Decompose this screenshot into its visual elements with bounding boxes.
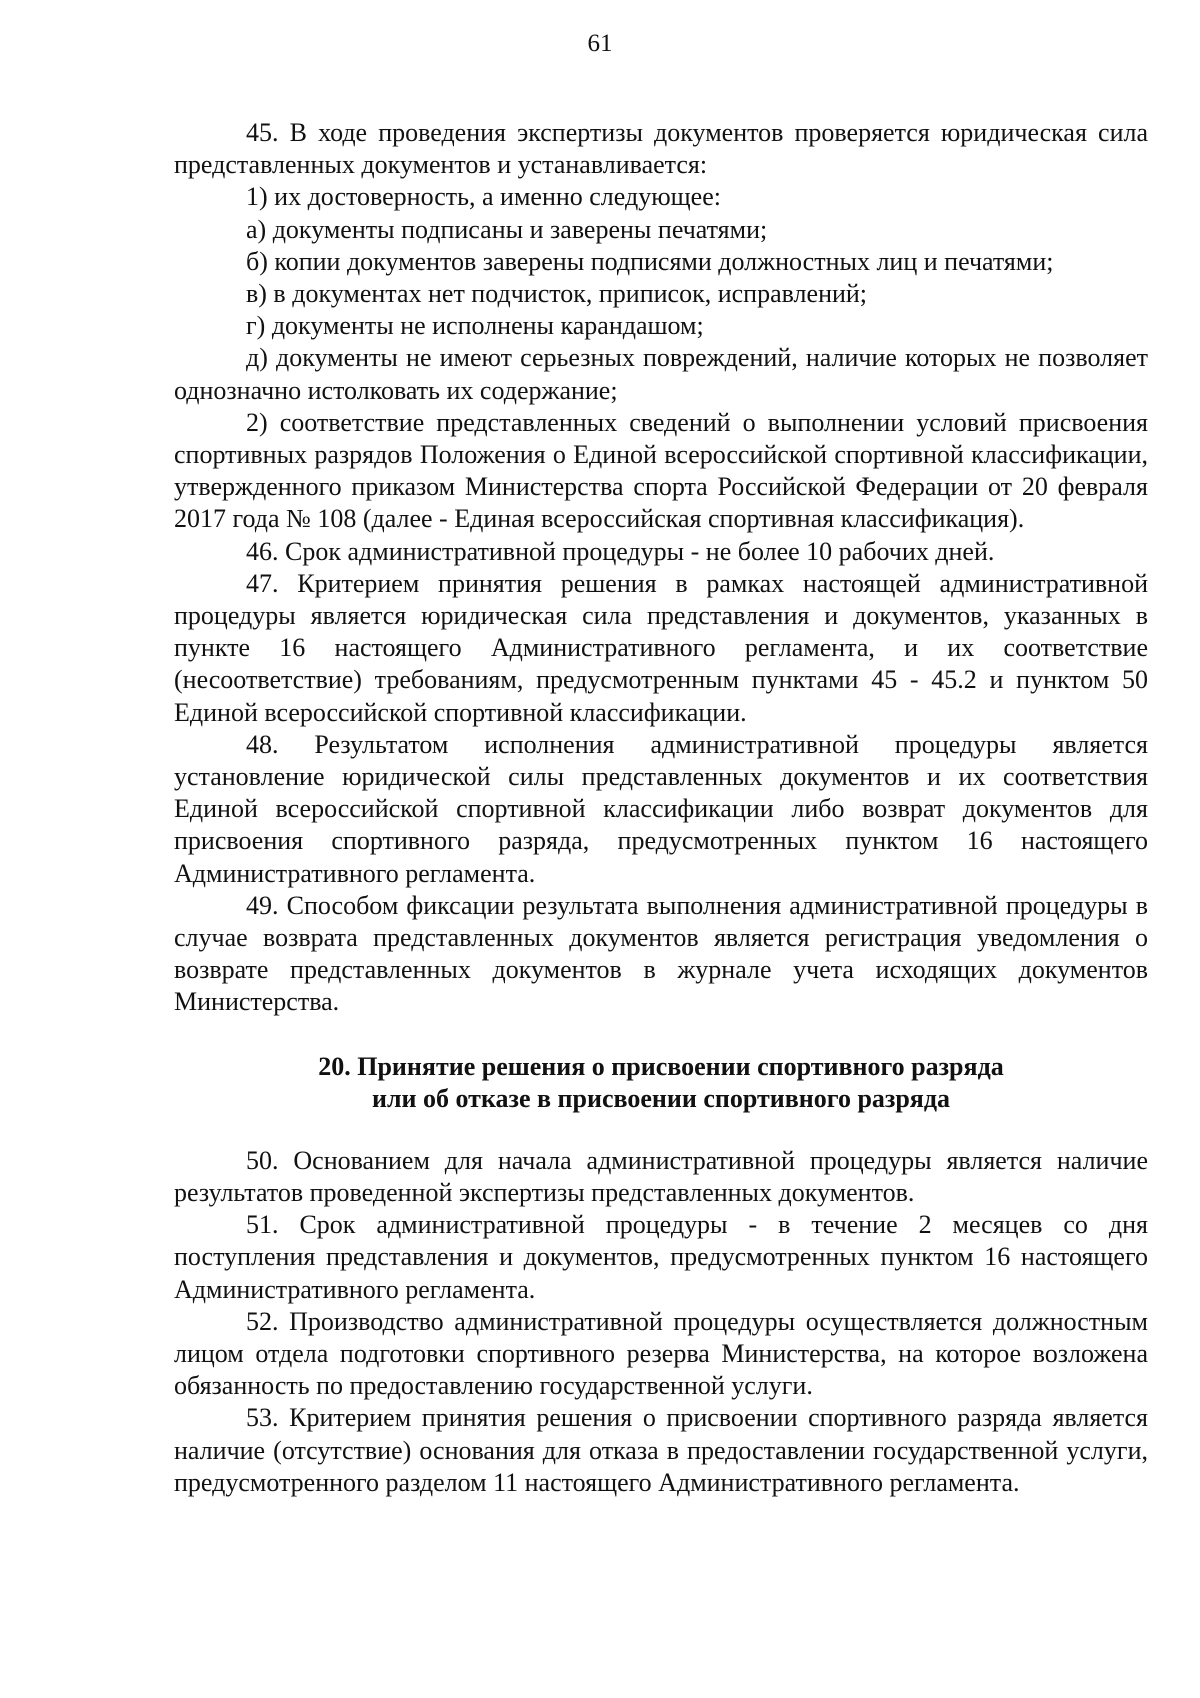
- page-number: 61: [587, 30, 613, 57]
- paragraph-50: 50. Основанием для начала административной процедуры является наличие результатов проведенной экспертизы представленных документов.: [174, 1145, 1148, 1207]
- paragraph-52: 52. Производство административной процедуры осуществляется должностным лицом отдела подготовки спортивного резерва Министерства, на которое возложена обязанность по предоставлению государственной услуги.: [174, 1306, 1148, 1401]
- section-heading-line-2: или об отказе в присвоении спортивного разряда: [371, 1083, 951, 1113]
- paragraph-46: 46. Срок административной процедуры - не более 10 рабочих дней.: [246, 536, 995, 566]
- item-2-conformity: 2) соответствие представленных сведений о выполнении условий присвоения спортивных разрядов Положения о Единой всероссийской спортивной классификации, утвержденного приказом Министерства спорта Российской Федерации от 20 февраля 2017 года № 108 (далее - Единая всероссийская спортивная классификация).: [174, 407, 1148, 534]
- paragraph-51: 51. Срок административной процедуры - в течение 2 месяцев со дня поступления представления и документов, предусмотренных пунктом 16 настоящего Административного регламента.: [174, 1210, 1148, 1304]
- paragraph-49: 49. Способом фиксации результата выполнения административной процедуры в случае возврата представленных документов является регистрация уведомления о возврате представленных документов в журнале учета исходящих документов Министерства.: [174, 890, 1148, 1017]
- item-1-authenticity: 1) их достоверность, а именно следующее:: [246, 182, 721, 212]
- document-body: [174, 117, 1148, 1499]
- paragraph-47: 47. Критерием принятия решения в рамках настоящей административной процедуры является юридическая сила представления и документов, указанных в пункте 16 настоящего Административного регламента, и их соответствие (несоответствие) требованиям, предусмотренным пунктами 45 - 45.2 и пунктом 50 Единой всероссийской спортивной классификации.: [174, 568, 1148, 727]
- item-e-no-damage: д) документы не имеют серьезных повреждений, наличие которых не позволяет однозначно истолковать их содержание;: [174, 343, 1148, 405]
- item-a-signed: а) документы подписаны и заверены печатями;: [246, 214, 768, 244]
- item-b-copies-certified: б) копии документов заверены подписями должностных лиц и печатями;: [246, 246, 1054, 276]
- item-c-no-erasures: в) в документах нет подчисток, приписок, исправлений;: [246, 279, 868, 309]
- section-heading-line-1: 20. Принятие решения о присвоении спортивного разряда: [318, 1051, 1004, 1081]
- item-d-no-pencil: г) документы не исполнены карандашом;: [246, 311, 704, 341]
- paragraph-45: 45. В ходе проведения экспертизы документов проверяется юридическая сила представленных документов и устанавливается:: [174, 118, 1148, 180]
- paragraph-48: 48. Результатом исполнения административной процедуры является установление юридической силы представленных документов и их соответствия Единой всероссийской спортивной классификации либо возврат документов для присвоения спортивного разряда, предусмотренных пунктом 16 настоящего Административного регламента.: [174, 729, 1148, 888]
- paragraph-53: 53. Критерием принятия решения о присвоении спортивного разряда является наличие (отсутствие) основания для отказа в предоставлении государственной услуги, предусмотренного разделом 11 настоящего Административного регламента.: [174, 1403, 1148, 1497]
- section-heading: [174, 1051, 1148, 1115]
